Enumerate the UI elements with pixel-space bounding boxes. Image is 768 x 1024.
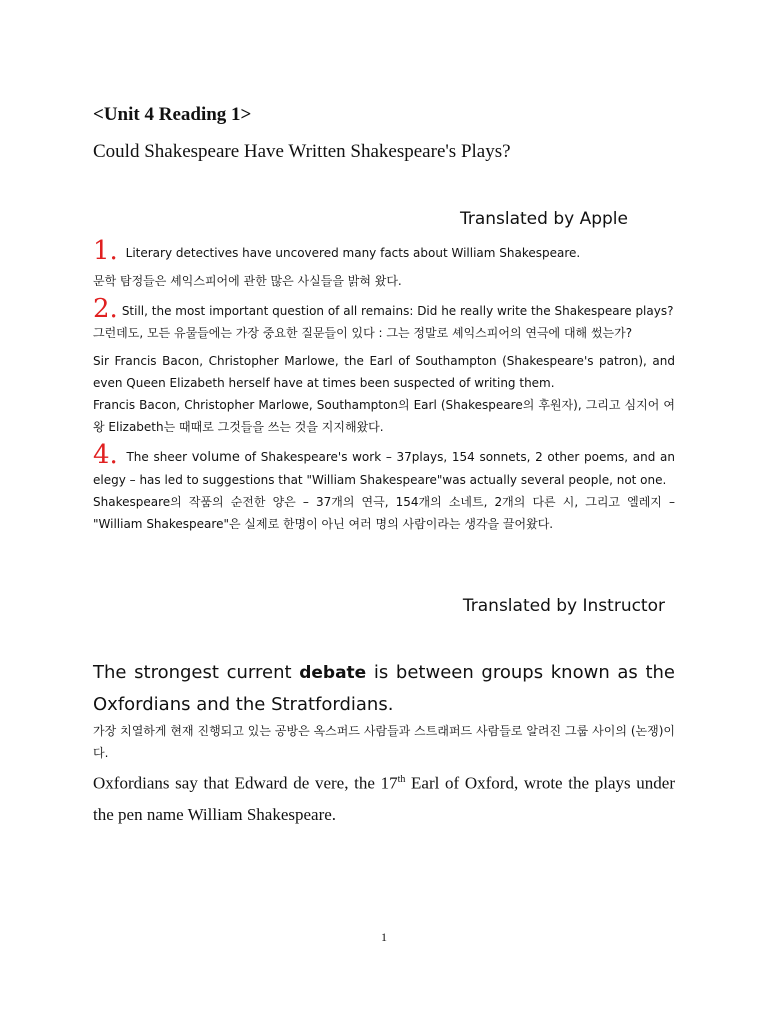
paragraph-2-text: Still, the most important question of all remains: Did he really write the Shakespeare plays? <box>121 304 674 318</box>
paragraph-number: 1. <box>93 236 118 266</box>
paragraph-2 <box>93 294 675 438</box>
paragraph-4-english: 4. The sheer volume of Shakespeare's work – 37plays, 154 sonnets, 2 other poems, and an elegy – has led to suggestions that "William Shakespeare"was actually several people, not one. <box>93 440 675 487</box>
paragraph-5-english: The strongest current debate is between groups known as the Oxfordians and the Stratfordians. <box>93 662 676 715</box>
unit-heading: <Unit 4 Reading 1> <box>93 104 252 125</box>
reading-title: Could Shakespeare Have Written Shakespeare's Plays? <box>93 141 511 162</box>
credit-apple: Translated by Apple <box>459 209 628 229</box>
paragraph-5-korean: 가장 치열하게 현재 진행되고 있는 공방은 옥스퍼드 사람들과 스트래퍼드 사람들로 알려진 그룹 사이의 (논쟁)이다. <box>93 724 675 760</box>
paragraph-5 <box>93 657 675 830</box>
paragraph-1-text: Literary detectives have uncovered many facts about William Shakespeare. <box>121 246 581 260</box>
credit-instructor: Translated by Instructor <box>462 596 665 616</box>
paragraph-2-english <box>93 294 675 324</box>
vocab-debate: debate <box>299 663 367 683</box>
paragraph-number: 2. <box>93 294 118 324</box>
vocab-volume: volume <box>191 450 240 465</box>
paragraph-number: 4. <box>93 440 118 470</box>
paragraph-5-english-2: Oxfordians say that Edward de vere, the 17th Earl of Oxford, wrote the plays under the pen name William Shakespeare. <box>93 773 675 824</box>
page-number: 1 <box>381 930 387 944</box>
paragraph-1-english <box>93 236 675 266</box>
paragraph-2-korean: 그런데도, 모든 유물들에는 가장 중요한 질문들이 있다 : 그는 정말로 셰익스피어의 연극에 대해 썼는가? <box>93 326 633 340</box>
paragraph-2-korean-2: Francis Bacon, Christopher Marlowe, Southampton의 Earl (Shakespeare의 후원자), 그리고 심지어 여왕 Elizabeth는 때때로 그것들을 쓰는 것을 지지해왔다. <box>93 398 675 434</box>
paragraph-4 <box>93 440 675 535</box>
paragraph-2-english-2: Sir Francis Bacon, Christopher Marlowe, the Earl of Southampton (Shakespeare's patron), and even Queen Elizabeth herself have at times been suspected of writing them. <box>93 354 675 390</box>
paragraph-1-korean: 문학 탐정들은 셰익스피어에 관한 많은 사실들을 밝혀 왔다. <box>93 274 402 288</box>
paragraph-4-korean: Shakespeare의 작품의 순전한 양은 – 37개의 연극, 154개의 소네트, 2개의 다른 시, 그리고 엘레지 – "William Shakespeare"은 실제로 한명이 아닌 여러 명의 사람이라는 생각을 끌어왔다. <box>93 495 675 531</box>
paragraph-1 <box>93 236 675 292</box>
